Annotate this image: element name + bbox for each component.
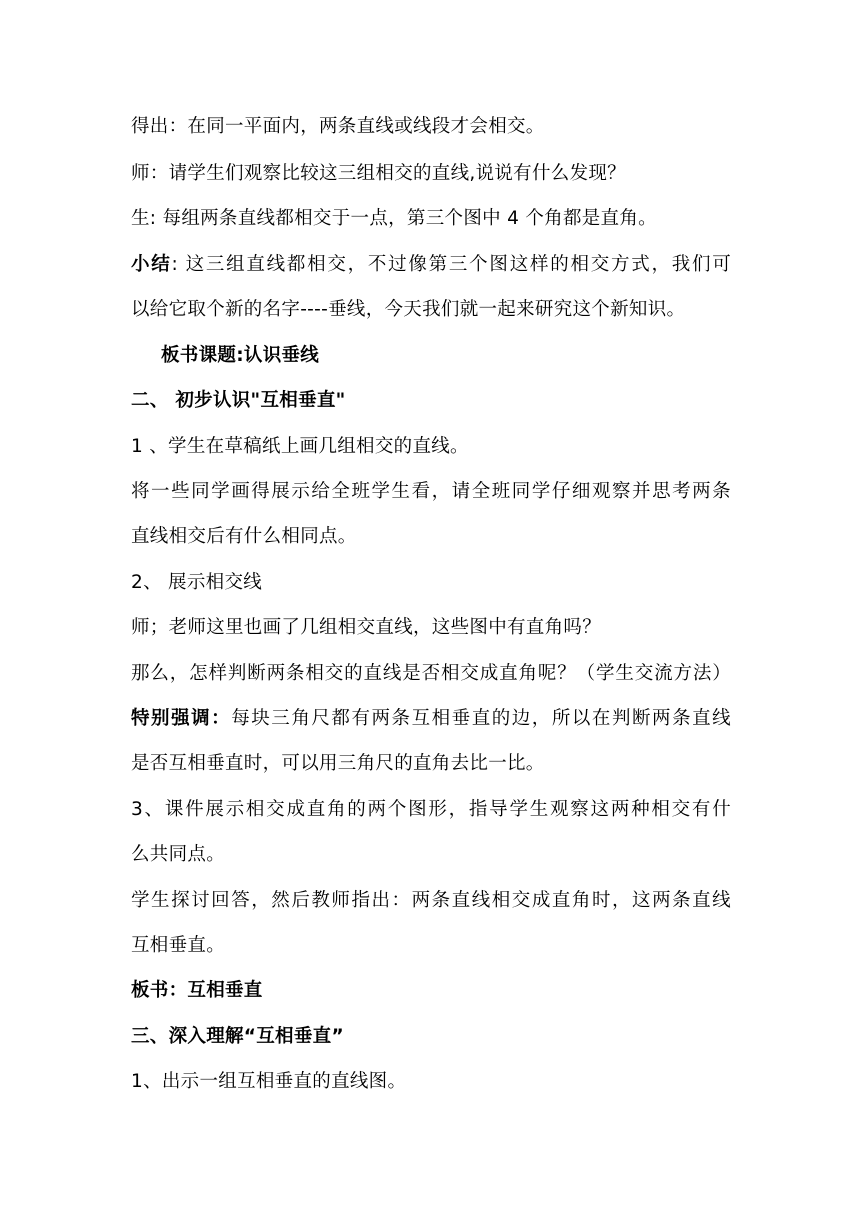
paragraph-teacher-lines: 师；老师这里也画了几组相交直线，这些图中有直角吗？ (131, 617, 602, 638)
summary-text: : 这三组直线都相交，不过像第三个图这样的相交方式，我们可 (171, 254, 731, 275)
paragraph-emphasis-line-2: 是否互相垂直时，可以用三角尺的直角去比一比。 (131, 753, 545, 774)
paragraph-teacher-question: 师：请学生们观察比较这三组相交的直线,说说有什么发现？ (131, 163, 626, 184)
step-1: 1 、学生在草稿纸上画几组相交的直线。 (131, 436, 469, 457)
step-3-1: 1、出示一组互相垂直的直线图。 (131, 1071, 407, 1092)
emphasis-text: 每块三角尺都有两条互相垂直的边，所以在判断两条直线 (231, 708, 731, 729)
step-3-line-1: 3、课件展示相交成直角的两个图形，指导学生观察这两种相交有什 (131, 799, 731, 820)
paragraph-summary-line-2: 以给它取个新的名字----垂线，今天我们就一起来研究这个新知识。 (131, 299, 686, 320)
step-2: 2、 展示相交线 (131, 572, 263, 593)
section-heading-3: 三、深入理解“互相垂直” (131, 1026, 344, 1047)
paragraph-judge-right-angle: 那么，怎样判断两条相交的直线是否相交成直角呢？（学生交流方法） (131, 663, 731, 684)
paragraph-summary-line-1 (131, 252, 731, 278)
section-heading-2: 二、 初步认识"互相垂直" (131, 390, 346, 411)
paragraph-display-line-2: 直线相交后有什么相同点。 (131, 526, 357, 547)
paragraph-conclusion: 得出：在同一平面内，两条直线或线段才会相交。 (131, 116, 545, 137)
paragraph-student-answer: 生: 每组两条直线都相交于一点，第三个图中 4 个角都是直角。 (131, 208, 657, 229)
emphasis-label: 特别强调： (131, 708, 232, 729)
board-title: 板书课题:认识垂线 (161, 345, 320, 366)
paragraph-teacher-explains-line-2: 互相垂直。 (131, 935, 226, 956)
summary-label: 小结 (131, 254, 172, 275)
paragraph-emphasis-line-1 (131, 706, 731, 732)
paragraph-teacher-explains-line-1: 学生探讨回答，然后教师指出：两条直线相交成直角时，这两条直线 (131, 890, 731, 911)
board-note: 板书：互相垂直 (131, 980, 263, 1001)
paragraph-display-line-1: 将一些同学画得展示给全班学生看，请全班同学仔细观察并思考两条 (131, 481, 731, 502)
step-3-line-2: 么共同点。 (131, 844, 226, 865)
